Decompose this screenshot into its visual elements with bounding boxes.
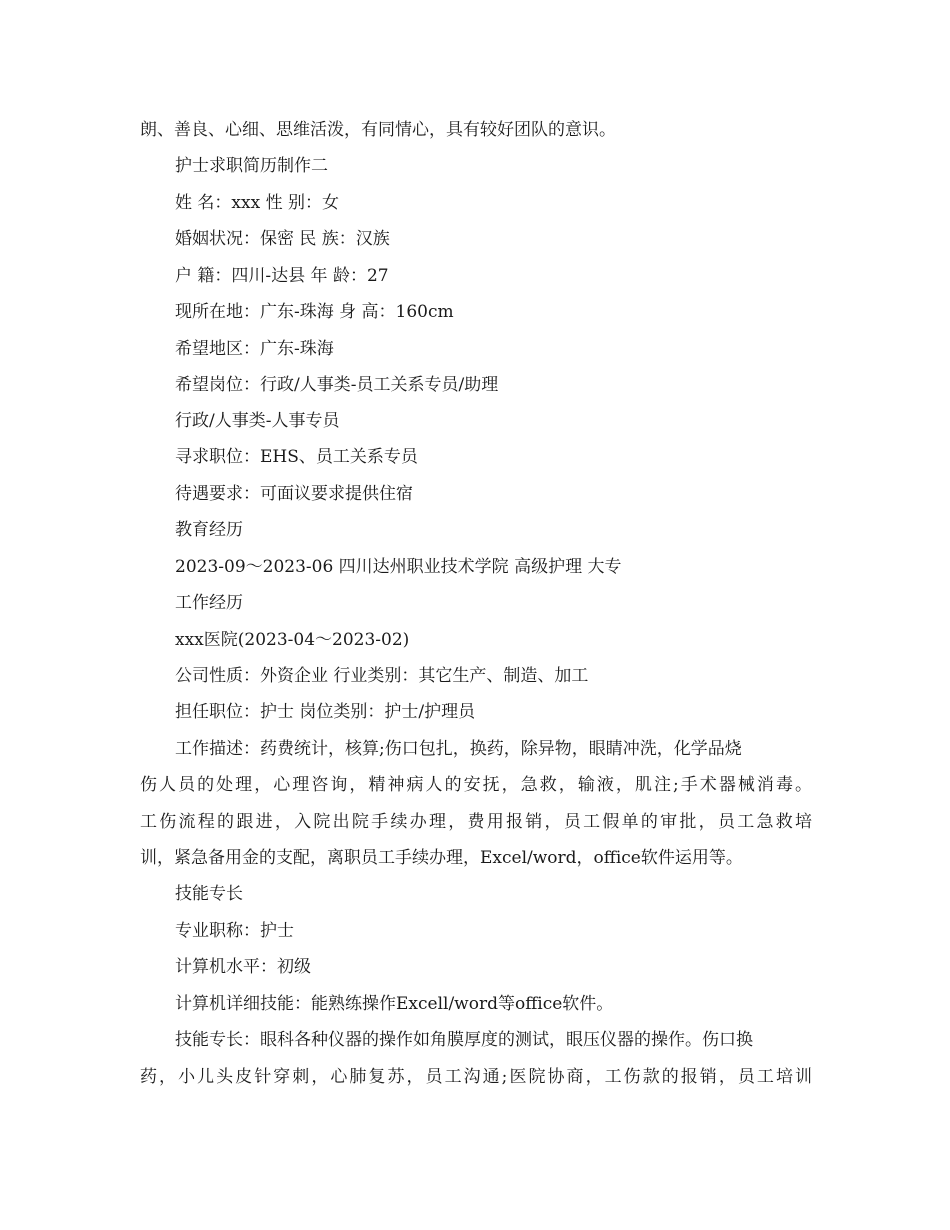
text-line: 待遇要求：可面议要求提供住宿 (175, 484, 413, 504)
section-heading: 技能专长 (175, 884, 243, 904)
text-line: 担任职位：护士 岗位类别：护士/护理员 (175, 702, 476, 722)
section-title: 护士求职简历制作二 (175, 156, 328, 176)
text-line: 专业职称：护士 (175, 921, 294, 941)
paragraph-line: 训，紧急备用金的支配，离职员工手续办理，Excel/word，office软件运用等。 (140, 848, 743, 868)
text-line: 希望地区：广东-珠海 (175, 339, 334, 359)
paragraph-line: 伤人员的处理，心理咨询，精神病人的安抚，急救，输液，肌注;手术器械消毒。 (140, 775, 812, 795)
text-line: 行政/人事类-人事专员 (175, 411, 340, 431)
paragraph-line: 工伤流程的跟进，入院出院手续办理，费用报销，员工假单的审批，员工急救培 (140, 812, 812, 832)
text-line: 公司性质：外资企业 行业类别：其它生产、制造、加工 (175, 666, 589, 686)
paragraph-line: 工作描述：药费统计，核算;伤口包扎，换药，除异物，眼睛冲洗，化学品烧 (175, 739, 742, 759)
text-line: 户 籍：四川-达县 年 龄：27 (175, 266, 389, 286)
section-heading: 教育经历 (175, 520, 243, 540)
section-heading: 工作经历 (175, 593, 243, 613)
text-line: 现所在地：广东-珠海 身 高：160cm (175, 302, 454, 322)
text-line: 姓 名：xxx 性 别：女 (175, 193, 339, 213)
text-line: 计算机水平：初级 (175, 957, 311, 977)
paragraph-line: 技能专长：眼科各种仪器的操作如角膜厚度的测试，眼压仪器的操作。伤口换 (175, 1030, 753, 1050)
text-line: 婚姻状况：保密 民 族：汉族 (175, 229, 390, 249)
text-line: 寻求职位：EHS、员工关系专员 (175, 447, 418, 467)
text-line: 希望岗位：行政/人事类-员工关系专员/助理 (175, 375, 499, 395)
text-line: 2023-09～2023-06 四川达州职业技术学院 高级护理 大专 (175, 557, 622, 577)
paragraph-line: 药，小儿头皮针穿刺，心肺复苏，员工沟通;医院协商，工伤款的报销，员工培训 (140, 1067, 812, 1087)
text-line: 朗、善良、心细、思维活泼，有同情心，具有较好团队的意识。 (140, 120, 616, 140)
text-line: 计算机详细技能：能熟练操作Excell/word等office软件。 (175, 994, 614, 1014)
text-line: xxx医院(2023-04～2023-02) (175, 630, 410, 650)
